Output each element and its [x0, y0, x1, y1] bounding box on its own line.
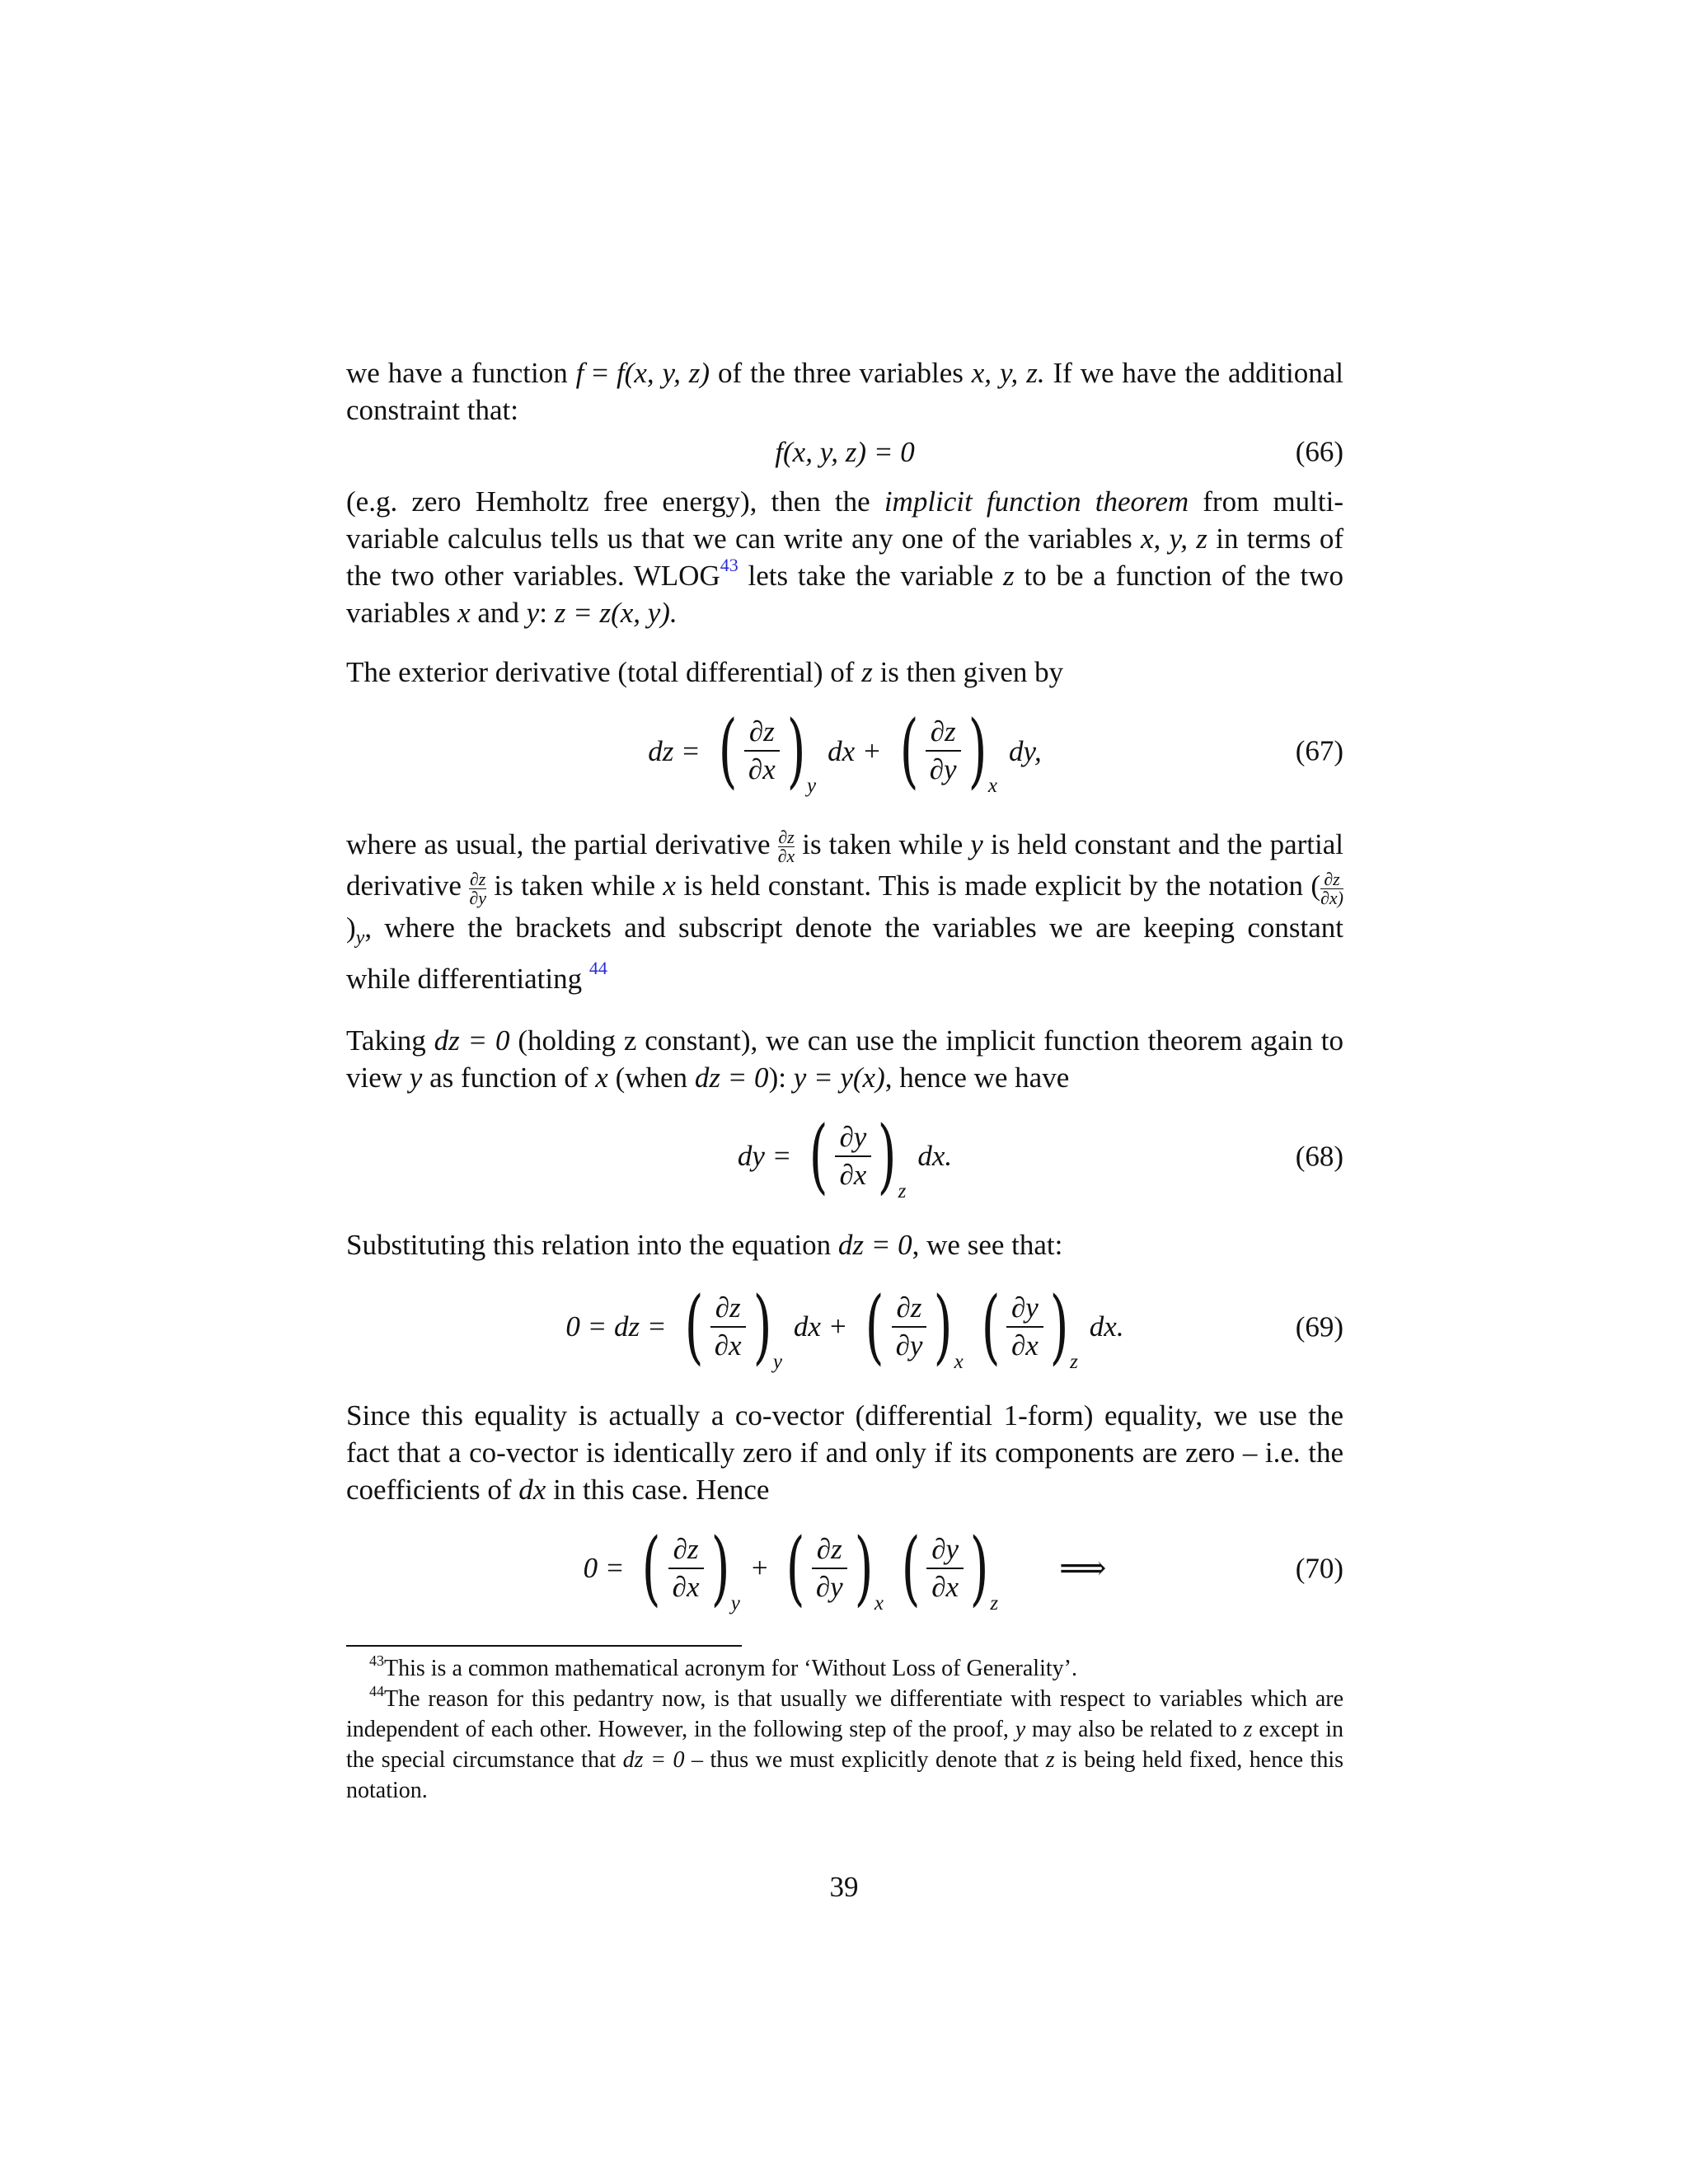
text: in terms of the two other variables. WLOG: [346, 523, 1343, 592]
subscript: x: [954, 1350, 964, 1373]
footnote-ref-44[interactable]: 44: [588, 958, 607, 979]
subscript: z: [898, 1179, 907, 1202]
numerator: ∂z: [892, 1290, 927, 1328]
text: is held constant. This is made explicit by the notation (: [675, 869, 1321, 902]
denominator: ∂x: [714, 1329, 742, 1361]
math: z: [1045, 1746, 1055, 1773]
math: x: [663, 869, 676, 902]
equation-number: (68): [1295, 1140, 1343, 1173]
footnote-mark: 43: [369, 1652, 384, 1669]
equation-lhs: 0 =: [583, 1552, 625, 1585]
footnote-rule: [346, 1645, 742, 1647]
footnote-text: – thus we must explicitly denote that: [684, 1746, 1046, 1773]
math: dx: [518, 1473, 546, 1506]
numerator: ∂z: [710, 1290, 746, 1328]
text: of the three variables: [710, 357, 972, 389]
subscript: y: [355, 926, 365, 949]
subscript: y: [807, 775, 817, 797]
inline-fraction: $\frac{\partial z}{\partial x)}$: [1320, 868, 1343, 908]
partial-derivative: ( $\frac{\partial z}{\partial x}$ ) y: [635, 1528, 739, 1609]
implies-arrow: ⟹: [1059, 1549, 1107, 1587]
subscript: z: [990, 1591, 999, 1615]
footnote-text: This is a common mathematical acronym for ‘Without Loss of Generality’.: [384, 1655, 1077, 1681]
numerator: ∂z: [812, 1531, 847, 1569]
numerator: ∂z: [744, 714, 780, 752]
text: is taken while: [795, 828, 971, 860]
paragraph-5: [346, 1022, 1343, 1096]
equation-70: [346, 1515, 1343, 1622]
footnote-ref-43[interactable]: 43: [720, 555, 738, 576]
inline-fraction: $\frac{\partial z}{\partial y}$: [469, 868, 486, 908]
text: The exterior derivative (total differential) of: [346, 656, 862, 688]
text: is held constant and the partial derivative: [346, 828, 1343, 902]
text: Since this equality is actually a co-vector (differential 1-form) equality, we use the fact that a co-vector is identically zero if and only if its components are zero – i.e. the coefficients of: [346, 1399, 1343, 1506]
text: , hence we have: [884, 1061, 1070, 1094]
text: Substituting this relation into the equation: [346, 1228, 838, 1261]
partial-derivative: ( $\frac{\partial y}{\partial x}$ ) z: [803, 1116, 906, 1197]
footnote-text: except in the special circumstance that: [346, 1716, 1344, 1773]
subscript: x: [874, 1591, 884, 1615]
paragraph-4: [346, 824, 1343, 1000]
footnote-text: may also be related to: [1025, 1716, 1244, 1742]
equation-66: [346, 429, 1343, 475]
denominator: ∂x: [931, 1570, 959, 1603]
math: x, y, z: [1141, 523, 1207, 555]
math: f: [575, 357, 584, 389]
partial-derivative: ( $\frac{\partial z}{\partial y}$ ) x: [893, 710, 997, 791]
text: is then given by: [872, 656, 1064, 688]
inline-fraction: $\frac{\partial z}{\partial x}$: [777, 827, 795, 867]
math: dz = 0: [694, 1061, 769, 1094]
equation-term: dy,: [1008, 734, 1042, 767]
numerator: ∂z: [668, 1531, 704, 1569]
paragraph-3: [346, 654, 1343, 691]
text: =: [584, 357, 617, 389]
equation-lhs: dz =: [648, 734, 701, 767]
text: ):: [768, 1061, 794, 1094]
math: x: [595, 1061, 608, 1094]
math: y: [970, 828, 983, 860]
equation-number: (66): [1295, 435, 1343, 468]
text: , where the brackets and subscript denote the variables we are keeping constant while differentiating: [346, 911, 1343, 995]
equation-67: [346, 697, 1343, 804]
math: f(x, y, z): [616, 357, 710, 389]
text: and: [470, 597, 527, 629]
text: , we see that:: [912, 1228, 1063, 1261]
text: from multi-variable calculus tells us that we can write any one of the variables: [346, 485, 1343, 555]
equation-term: dx +: [828, 734, 882, 767]
math: y: [526, 597, 540, 629]
paragraph-7: [346, 1397, 1343, 1508]
denominator: ∂x: [839, 1158, 867, 1191]
partial-derivative: ( $\frac{\partial y}{\partial x}$ ) z: [895, 1528, 998, 1609]
equation-term: dx +: [793, 1310, 848, 1343]
denominator: ∂y: [815, 1570, 843, 1603]
paragraph-2: [346, 483, 1343, 631]
text: If we have the additional constraint that:: [346, 357, 1343, 426]
text: we have a function: [346, 357, 568, 389]
math: dz = 0: [837, 1228, 912, 1261]
text: is taken while: [485, 869, 663, 902]
equation-term: dx.: [917, 1140, 953, 1173]
partial-derivative: ( $\frac{\partial y}{\partial x}$ ) z: [975, 1286, 1078, 1367]
text: ): [346, 911, 356, 944]
partial-derivative: ( $\frac{\partial z}{\partial x}$ ) y: [712, 710, 816, 791]
paragraph-1: [346, 354, 1343, 429]
partial-derivative: ( $\frac{\partial z}{\partial y}$ ) x: [780, 1528, 884, 1609]
numerator: ∂y: [1006, 1290, 1043, 1328]
plus-sign: +: [751, 1552, 768, 1585]
math: y: [409, 1061, 423, 1094]
numerator: ∂y: [926, 1531, 964, 1569]
text: (when: [607, 1061, 695, 1094]
denominator: ∂y: [929, 753, 957, 785]
equation-term: dx.: [1089, 1310, 1124, 1343]
denominator: ∂x: [672, 1570, 700, 1603]
footnote-text: The reason for this pedantry now, is that usually we differentiate with respect to variables which are independent of each other. However, in the following step of the proof,: [346, 1685, 1343, 1742]
footnote-mark: 44: [369, 1682, 384, 1699]
subscript: x: [987, 775, 997, 797]
math: x: [457, 597, 471, 629]
numerator: ∂z: [926, 714, 961, 752]
math: z: [861, 656, 873, 688]
denominator: ∂y: [895, 1329, 923, 1361]
equation-69: [346, 1273, 1343, 1380]
text: (e.g. zero Hemholtz free energy), then the: [346, 485, 884, 518]
numerator: ∂y: [835, 1119, 872, 1157]
text: (holding z constant), we can use the implicit function theorem again to view: [346, 1024, 1344, 1094]
footnote-43: [346, 1653, 1343, 1684]
text: :: [539, 597, 555, 629]
text: in this case. Hence: [546, 1473, 770, 1506]
equation-number: (70): [1295, 1552, 1343, 1585]
equation-lhs: dy =: [737, 1140, 792, 1173]
page-number: 39: [829, 1871, 859, 1903]
subscript: y: [772, 1350, 782, 1373]
text: lets take the variable: [738, 560, 1004, 592]
math: dz = 0: [622, 1746, 685, 1773]
equation-lhs: 0 = dz =: [565, 1310, 667, 1343]
math: z = z(x, y).: [554, 597, 678, 629]
paragraph-6: [346, 1226, 1343, 1263]
equation-number: (69): [1295, 1310, 1343, 1343]
text: Taking: [346, 1024, 434, 1057]
denominator: ∂x: [748, 753, 776, 785]
math: z: [1003, 560, 1015, 592]
partial-derivative: ( $\frac{\partial z}{\partial y}$ ) x: [859, 1286, 963, 1367]
math: z: [1243, 1716, 1253, 1742]
text: where as usual, the partial derivative: [346, 828, 778, 860]
subscript: y: [730, 1591, 740, 1615]
math: dz = 0: [434, 1024, 510, 1057]
partial-derivative: ( $\frac{\partial z}{\partial x}$ ) y: [678, 1286, 782, 1367]
footnote-text: is being held fixed, hence this notation.: [346, 1746, 1344, 1803]
italic-text: implicit function theorem: [884, 485, 1189, 518]
denominator: ∂x: [1010, 1329, 1039, 1361]
equation-68: [346, 1103, 1343, 1210]
text: as function of: [422, 1061, 596, 1094]
equation-body: f(x, y, z) = 0: [775, 435, 915, 468]
equation-number: (67): [1295, 734, 1343, 767]
subscript: z: [1070, 1350, 1078, 1373]
math: x, y, z.: [971, 357, 1045, 389]
page-content: [346, 354, 1343, 1806]
math: y = y(x): [793, 1061, 885, 1094]
text: to be a function of the two variables: [346, 560, 1343, 629]
footnote-44: [346, 1684, 1343, 1806]
math: y: [1015, 1716, 1026, 1742]
